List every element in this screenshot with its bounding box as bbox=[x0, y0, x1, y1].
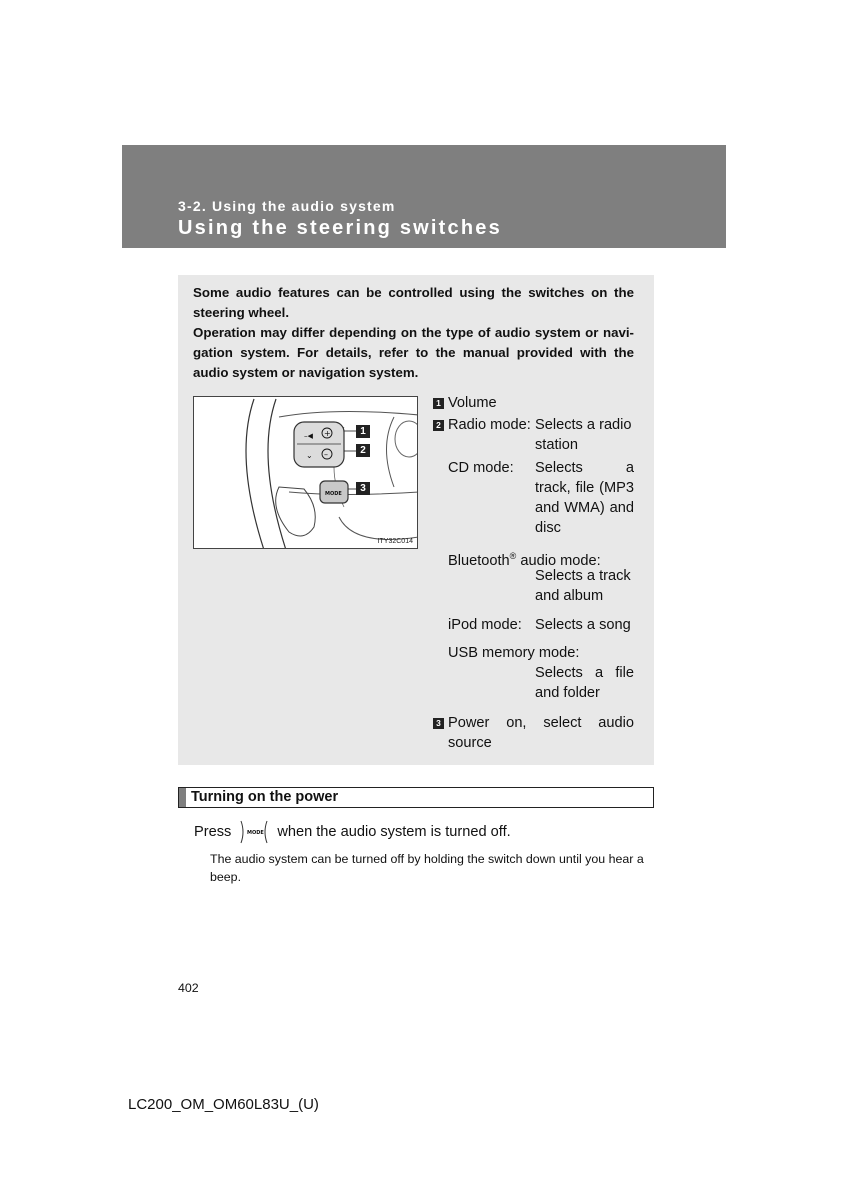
mode-button-label: MODE bbox=[325, 491, 342, 497]
radio-mode-label: Radio mode: bbox=[448, 417, 531, 433]
steering-wheel-drawing bbox=[194, 397, 418, 549]
svg-text:⌄: ⌄ bbox=[306, 451, 313, 460]
section-heading-text: Turning on the power bbox=[191, 789, 339, 805]
cd-mode-label: CD mode: bbox=[448, 460, 514, 476]
usb-mode-label: USB memory mode: bbox=[448, 645, 580, 661]
legend-label-power: Power on, select audio source bbox=[448, 715, 634, 751]
bluetooth-mode-value: Selects a track and album bbox=[535, 568, 631, 604]
press-suffix: when the audio system is turned off. bbox=[277, 824, 511, 840]
svg-text:+: + bbox=[324, 429, 331, 438]
svg-text:–: – bbox=[324, 450, 328, 459]
document-code: LC200_OM_OM60L83U_(U) bbox=[128, 1096, 319, 1113]
callout-1: 1 bbox=[356, 425, 370, 438]
section-heading-bar bbox=[179, 788, 186, 807]
press-instruction bbox=[194, 820, 511, 844]
callout-2: 2 bbox=[356, 444, 370, 457]
svg-text:–◀: –◀ bbox=[304, 432, 313, 440]
bluetooth-word: Bluetooth bbox=[448, 552, 510, 569]
intro-line-2: Operation may differ depending on the type of audio system or navi-gation system. For details, refer to the manual provided with the audio system or navigation system. bbox=[193, 325, 634, 380]
usb-mode-value: Selects a file and folder bbox=[535, 665, 634, 701]
intro-line-1: Some audio features can be controlled using the switches on the steering wheel. bbox=[193, 285, 634, 320]
steering-wheel-illustration bbox=[193, 396, 418, 549]
section-label: 3-2. Using the audio system bbox=[178, 198, 396, 214]
section-heading bbox=[178, 787, 654, 808]
chapter-header bbox=[122, 145, 726, 248]
legend-number-2: 2 bbox=[433, 420, 444, 431]
ipod-mode-value: Selects a song bbox=[535, 617, 631, 633]
page-title: Using the steering switches bbox=[178, 217, 502, 239]
registered-mark: ® bbox=[509, 551, 517, 561]
info-box bbox=[178, 275, 654, 765]
mode-key-icon bbox=[239, 820, 269, 844]
cd-mode-value: Selects a track, file (MP3 and WMA) and disc bbox=[535, 460, 634, 536]
radio-mode-value: Selects a radio station bbox=[535, 417, 632, 453]
mode-key-label: MODE bbox=[247, 830, 265, 836]
ipod-mode-label: iPod mode: bbox=[448, 617, 522, 633]
intro-text bbox=[193, 283, 634, 383]
legend-number-3: 3 bbox=[433, 718, 444, 729]
legend-label-volume: Volume bbox=[448, 395, 497, 411]
bluetooth-suffix: audio mode: bbox=[516, 552, 601, 569]
figure-code: ITY32C014 bbox=[377, 538, 413, 545]
callout-3: 3 bbox=[356, 482, 370, 495]
power-note: The audio system can be turned off by holding the switch down until you hear a beep. bbox=[210, 852, 644, 884]
press-word: Press bbox=[194, 824, 232, 840]
legend-number-1: 1 bbox=[433, 398, 444, 409]
page-number: 402 bbox=[178, 981, 199, 995]
